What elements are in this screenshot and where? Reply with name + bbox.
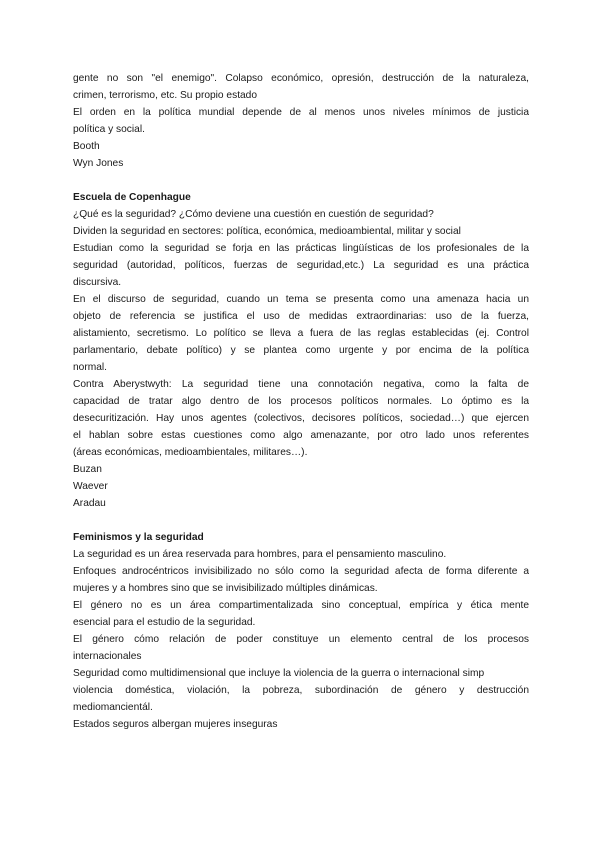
text-line: mujeres y a hombres sino que se invisibilizado múltiples dinámicas.	[73, 583, 378, 594]
section-heading: Feminismos y la seguridad	[73, 532, 204, 543]
intro-section	[73, 70, 529, 172]
text-line: La seguridad es un área reservada para hombres, para el pensamiento masculino.	[73, 549, 447, 560]
text-line: seguridad (autoridad, políticos, fuerzas de seguridad,etc.) La seguridad es una práctica	[73, 260, 529, 271]
text-line: Contra Aberystwyth: La seguridad tiene una connotación negativa, como la falta de	[73, 379, 529, 390]
text-line: El género no es un área compartimentalizada sino conceptual, empírica y ética mente	[73, 600, 529, 611]
author-name: Booth	[73, 141, 100, 152]
text-line: Estados seguros albergan mujeres inseguras	[73, 719, 278, 730]
text-line: Dividen la seguridad en sectores: política, económica, medioambiental, militar y social	[73, 226, 461, 237]
text-line: El orden en la política mundial depende de al menos unos niveles mínimos de justicia	[73, 107, 529, 118]
text-line: En el discurso de seguridad, cuando un tema se presenta como una amenaza hacia un	[73, 294, 529, 305]
text-line: esencial para el estudio de la seguridad.	[73, 617, 256, 628]
text-line: alistamiento, secretismo. Lo político se lleva a fuera de las reglas establecidas (ej. Control	[73, 328, 529, 339]
text-line: discursiva.	[73, 277, 122, 288]
author-name: Aradau	[73, 498, 106, 509]
text-line: desecuritización. Hay unos agentes (colectivos, decisores políticos, sociedad…) que ejercen	[73, 413, 529, 424]
paragraph-gap	[73, 172, 529, 189]
text-line: Estudian como la seguridad se forja en las prácticas lingüísticas de los profesionales de la	[73, 243, 529, 254]
text-line: gente no son "el enemigo". Colapso económico, opresión, destrucción de la naturaleza,	[73, 73, 529, 84]
copenhague-section	[73, 189, 529, 512]
text-line: capacidad de tratar algo dentro de los procesos políticos normales. Lo óptimo es la	[73, 396, 529, 407]
text-line: objeto de referencia se justifica el uso de medidas extraordinarias: uso de la fuerza,	[73, 311, 529, 322]
feminismos-section	[73, 529, 529, 733]
author-name: Buzan	[73, 464, 102, 475]
text-line: crimen, terrorismo, etc. Su propio estado	[73, 90, 258, 101]
text-line: ¿Qué es la seguridad? ¿Cómo deviene una cuestión en cuestión de seguridad?	[73, 209, 434, 220]
paragraph-gap	[73, 512, 529, 529]
document-page	[73, 70, 529, 733]
author-name: Waever	[73, 481, 108, 492]
text-line: parlamentario, debate político) y se plantea como urgente y por encima de la política	[73, 345, 529, 356]
text-line: normal.	[73, 362, 107, 373]
text-line: (áreas económicas, medioambientales, militares…).	[73, 447, 308, 458]
text-line: Seguridad como multidimensional que incluye la violencia de la guerra o internacional simp	[73, 668, 485, 679]
text-line: El género cómo relación de poder constituye un elemento central de los procesos	[73, 634, 529, 645]
text-line: el hablan sobre estas cuestiones como algo amenazante, por otro lado unos referentes	[73, 430, 529, 441]
text-line: violencia doméstica, violación, la pobreza, subordinación de género y destrucción	[73, 685, 529, 696]
section-heading: Escuela de Copenhague	[73, 192, 191, 203]
text-line: mediomancientál.	[73, 702, 153, 713]
author-name: Wyn Jones	[73, 158, 124, 169]
text-line: Enfoques androcéntricos invisibilizado no sólo como la seguridad afecta de forma diferente a	[73, 566, 529, 577]
text-line: política y social.	[73, 124, 145, 135]
text-line: internacionales	[73, 651, 142, 662]
